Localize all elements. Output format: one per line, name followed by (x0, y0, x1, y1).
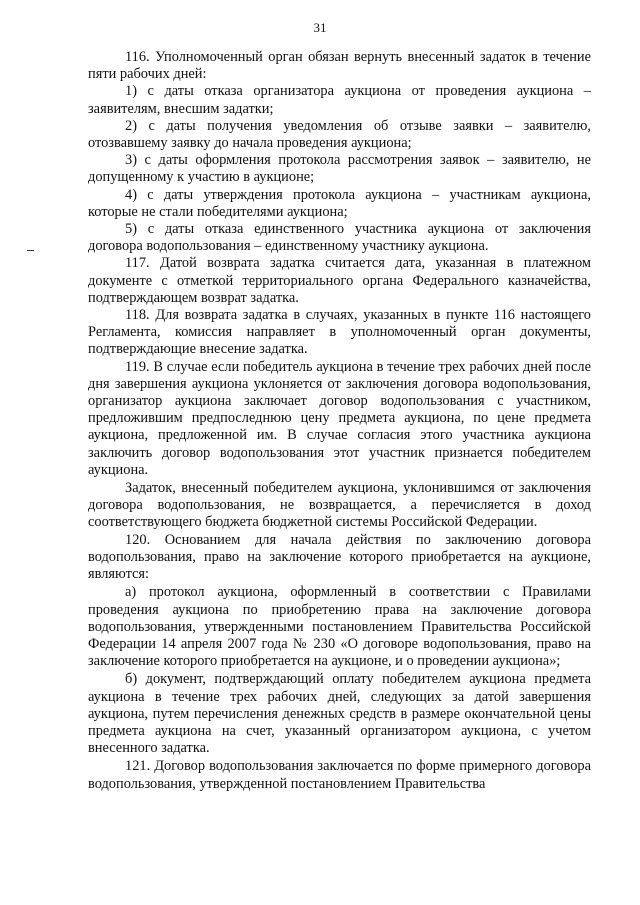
paragraph-116-item-4: 4) с даты утверждения протокола аукциона – участникам аукциона, которые не стали победителями аукциона; (88, 186, 591, 220)
paragraph-116-item-5: 5) с даты отказа единственного участника аукциона от заключения договора водопользования – единственному участнику аукциона. (88, 221, 591, 255)
paragraph-120-item-a: а) протокол аукциона, оформленный в соответствии с Правилами проведения аукциона по приобретению права на заключение договора водопользования, утвержденными постановлением Правительства Российской Федерации 14 апреля 2007 года № 230 «О договоре водопользования, право на заключение которого приобретается на аукционе, и о проведении аукциона»; (88, 584, 591, 670)
page-number: 31 (313, 20, 327, 35)
margin-dash-mark (27, 250, 34, 251)
paragraph-120: 120. Основанием для начала действия по заключению договора водопользования, право на заключение которого приобретается на аукционе, являются: (88, 531, 591, 583)
paragraph-116-item-1: 1) с даты отказа организатора аукциона от проведения аукциона – заявителям, внесшим задатки; (88, 83, 591, 117)
paragraph-116: 116. Уполномоченный орган обязан вернуть внесенный задаток в течение пяти рабочих дней: (88, 49, 591, 83)
paragraph-119-deposit: Задаток, внесенный победителем аукциона, уклонившимся от заключения договора водопользования, не возвращается, а перечисляется в доход соответствующего бюджета бюджетной системы Российской Федерации. (88, 480, 591, 531)
paragraph-121: 121. Договор водопользования заключается по форме примерного договора водопользования, утвержденной постановлением Правительства (88, 758, 591, 792)
paragraph-116-item-2: 2) с даты получения уведомления об отзыве заявки – заявителю, отозвавшему заявку до начала проведения аукциона; (88, 117, 591, 152)
paragraph-116-item-3: 3) с даты оформления протокола рассмотрения заявок – заявителю, не допущенному к участию в аукционе; (88, 152, 591, 186)
document-body (88, 49, 591, 793)
paragraph-117: 117. Датой возврата задатка считается дата, указанная в платежном документе с отметкой территориального органа Федерального казначейства, подтверждающем возврат задатка. (88, 255, 591, 306)
paragraph-118: 118. Для возврата задатка в случаях, указанных в пункте 116 настоящего Регламента, комиссия направляет в уполномоченный орган документы, подтверждающие внесение задатка. (88, 307, 591, 358)
paragraph-120-item-b: б) документ, подтверждающий оплату победителем аукциона предмета аукциона в течение трех рабочих дней, следующих за датой завершения аукциона, путем перечисления денежных средств в размере окончательной цены предмета аукциона на счет, указанный организатором аукциона, с учетом внесенного задатка. (88, 671, 591, 757)
paragraph-119: 119. В случае если победитель аукциона в течение трех рабочих дней после дня завершения аукциона уклоняется от заключения договора водопользования, организатор аукциона заключает договор водопользования с участником, предложившим предпоследнюю цену предмета аукциона, по цене предмета аукциона, предложенной им. В случае согласия этого участника аукциона заключить договор водопользования этот участник признается победителем аукциона. (88, 358, 591, 478)
